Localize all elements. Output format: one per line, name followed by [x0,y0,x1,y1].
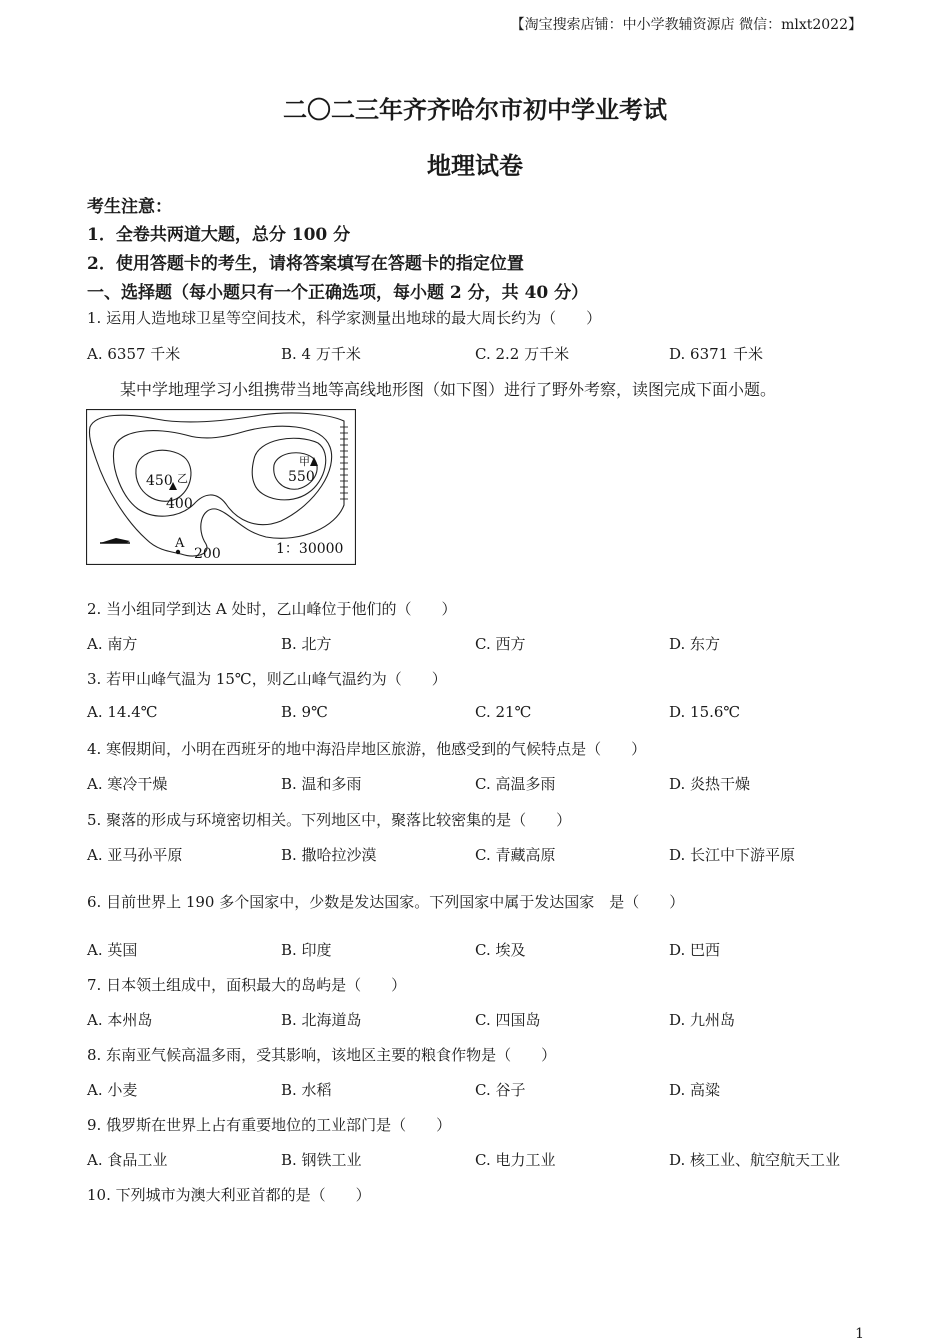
question-9-option-c: C. 电力工业 [475,1151,556,1169]
question-5-stem: 5. 聚落的形成与环境密切相关。下列地区中，聚落比较密集的是（ ） [87,811,572,829]
notice-heading: 考生注意： [87,197,172,217]
question-5-option-c: C. 青藏高原 [475,846,556,864]
intro-text: 某中学地理学习小组携带当地等高线地形图（如下图）进行了野外考察，读图完成下面小题。 [120,380,777,399]
question-8-option-b: B. 水稻 [281,1081,332,1099]
question-6-option-c: C. 埃及 [475,941,526,959]
question-3-option-d: D. 15.6℃ [669,703,741,721]
question-10-stem: 10. 下列城市为澳大利亚首都的是（ ） [87,1186,371,1204]
page-title: 二〇二三年齐齐哈尔市初中学业考试 [283,95,667,124]
question-4-stem: 4. 寒假期间，小明在西班牙的地中海沿岸地区旅游，他感受到的气候特点是（ ） [87,740,647,758]
header-note: 【淘宝搜索店铺：中小学教辅资源店 微信：mlxt2022】 [510,17,862,33]
notice-item-1: 1．全卷共两道大题，总分 100 分 [87,225,351,245]
question-2-option-c: C. 西方 [475,635,526,653]
question-3-option-b: B. 9℃ [281,703,328,721]
question-7-stem: 7. 日本领土组成中，面积最大的岛屿是（ ） [87,976,407,994]
question-5-option-a: A. 亚马孙平原 [87,846,183,864]
question-7-option-b: B. 北海道岛 [281,1011,362,1029]
label-v450: 450 [146,473,173,489]
question-6-option-a: A. 英国 [87,941,138,959]
question-3-option-a: A. 14.4℃ [87,703,158,721]
question-5-option-d: D. 长江中下游平原 [669,846,796,864]
label-v550: 550 [288,469,315,485]
label-peak-yi: 乙 [177,472,188,485]
label-point-a: A [175,536,185,551]
question-9-option-a: A. 食品工业 [87,1151,168,1169]
question-1-option-d: D. 6371 千米 [669,345,763,363]
question-4-option-d: D. 炎热干燥 [669,775,751,793]
question-1-option-a: A. 6357 千米 [87,345,181,363]
question-9-stem: 9. 俄罗斯在世界上占有重要地位的工业部门是（ ） [87,1116,452,1134]
question-3-stem: 3. 若甲山峰气温为 15℃，则乙山峰气温约为（ ） [87,670,447,688]
question-7-option-a: A. 本州岛 [87,1011,153,1029]
question-2-option-d: D. 东方 [669,635,721,653]
question-1-option-c: C. 2.2 万千米 [475,345,570,363]
question-9-option-d: D. 核工业、航空航天工业 [669,1151,841,1169]
section-heading: 一、选择题（每小题只有一个正确选项，每小题 2 分，共 40 分） [87,283,589,303]
question-2-option-a: A. 南方 [87,635,138,653]
question-6-option-b: B. 印度 [281,941,332,959]
question-6-stem: 6. 目前世界上 190 多个国家中，少数是发达国家。下列国家中属于发达国家 是（ ） [87,893,685,911]
question-8-option-c: C. 谷子 [475,1081,526,1099]
question-8-option-d: D. 高粱 [669,1081,721,1099]
page-number: 1 [855,1326,864,1342]
question-1-stem: 1. 运用人造地球卫星等空间技术，科学家测量出地球的最大周长约为（ ） [87,309,602,327]
question-1-option-b: B. 4 万千米 [281,345,361,363]
peak-jia-icon [310,457,318,466]
label-v200: 200 [194,546,221,562]
question-3-option-c: C. 21℃ [475,703,532,721]
question-4-option-c: C. 高温多雨 [475,775,556,793]
question-5-option-b: B. 撒哈拉沙漠 [281,846,377,864]
contour-map [86,409,356,565]
question-2-stem: 2. 当小组同学到达 A 处时，乙山峰位于他们的（ ） [87,600,457,618]
notice-item-2: 2．使用答题卡的考生，请将答案填写在答题卡的指定位置 [87,254,524,274]
question-7-option-d: D. 九州岛 [669,1011,736,1029]
page-subtitle: 地理试卷 [427,151,523,180]
question-2-option-b: B. 北方 [281,635,332,653]
question-9-option-b: B. 钢铁工业 [281,1151,362,1169]
question-6-option-d: D. 巴西 [669,941,721,959]
question-8-stem: 8. 东南亚气候高温多雨，受其影响，该地区主要的粮食作物是（ ） [87,1046,557,1064]
label-scale: 1：30000 [276,541,344,557]
question-7-option-c: C. 四国岛 [475,1011,541,1029]
question-4-option-a: A. 寒冷干燥 [87,775,168,793]
label-peak-jia: 甲 [299,455,310,468]
question-8-option-a: A. 小麦 [87,1081,138,1099]
north-arrow-icon [100,538,130,543]
question-4-option-b: B. 温和多雨 [281,775,362,793]
label-v400: 400 [166,496,193,512]
